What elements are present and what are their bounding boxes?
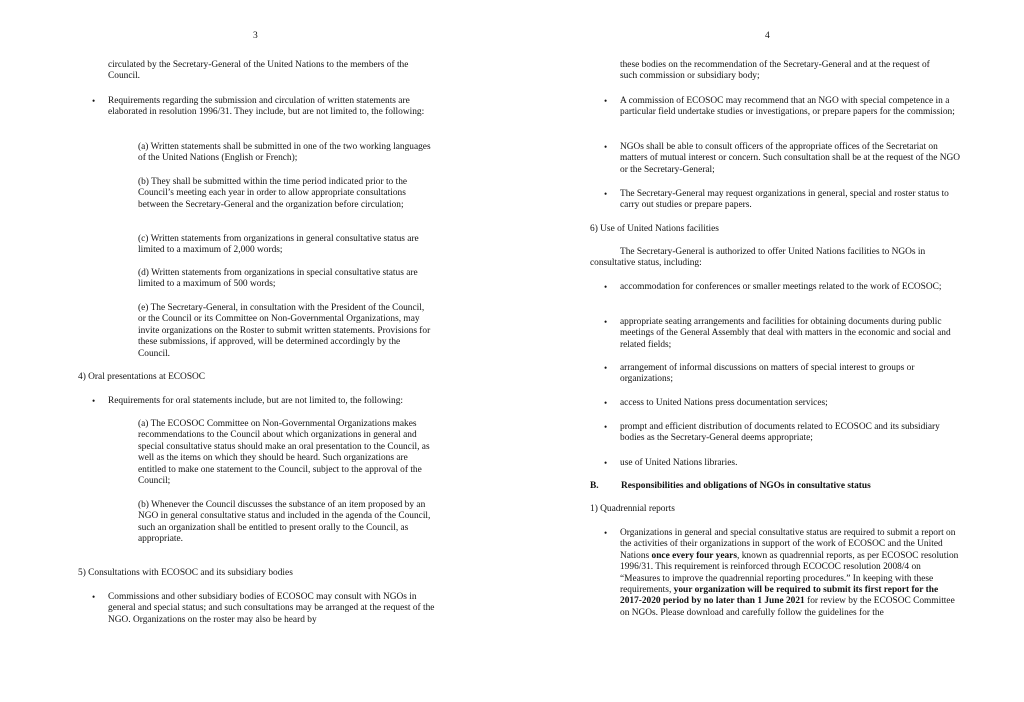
quadrennial-paragraph — [620, 528, 962, 619]
quad-bold-2: your organization will be required to submit its first report for the 2017-2020 period by no later than 1 June 2021 — [620, 585, 939, 607]
heading-oral-presentations: 4) Oral presentations at ECOSOC — [78, 372, 206, 382]
written-item-d: (d) Written statements from organizations in special consultative status are limited to a maximum of 500 words; — [138, 268, 418, 290]
bullet-icon: • — [604, 458, 608, 468]
facility-accommodation: accommodation for conferences or smaller meetings related to the work of ECOSOC; — [620, 282, 942, 292]
bullet-icon: • — [604, 528, 608, 538]
commission-recommend-bullet: A commission of ECOSOC may recommend that an NGO with special competence in a particular field undertake studies or investigations, or prepare papers for the commission; — [620, 96, 955, 118]
written-item-b: (b) They shall be submitted within the time period indicated prior to the Council’s meeting each year in order to allow appropriate consultations between the Secretary-General and the organization before circulation; — [138, 177, 408, 210]
quad-text-3: for review by the ECOSOC Committee on NGOs. Please download and carefully follow the guidelines for the — [620, 596, 955, 618]
bullet-icon: • — [92, 592, 96, 602]
heading-un-facilities: 6) Use of United Nations facilities — [590, 224, 719, 234]
bullet-icon: • — [604, 282, 608, 292]
bullet-icon: • — [604, 317, 608, 327]
bullet-icon: • — [604, 142, 608, 152]
section-letter: B. — [590, 481, 599, 491]
facility-discussions: arrangement of informal discussions on matters of special interest to groups or organizations; — [620, 363, 915, 385]
quad-text-2: , known as quadrennial reports, as per ECOSOC resolution 1996/31. This requirement is reinforced through ECOCOC resolution 2008/4 on “Measures to improve the quadrennial reporting procedures.” In keeping with these requirements, — [620, 550, 959, 596]
heading-quadrennial: 1) Quadrennial reports — [590, 504, 675, 514]
written-item-e: (e) The Secretary-General, in consultation with the President of the Council, or the Council or its Committee on Non-Governmental Organizations, may invite organizations on the Roster to submit written statements. Provisions for these submissions, if approved, will be determined accordingly by the Council. — [138, 303, 431, 359]
oral-item-b: (b) Whenever the Council discusses the substance of an item proposed by an NGO in general consultative status and included in the agenda of the Council, such an organization shall be entitled to present orally to the Council, as appropriate. — [138, 500, 431, 545]
continuation-text: circulated by the Secretary-General of the United Nations to the members of the Council. — [108, 60, 409, 82]
bullet-icon: • — [604, 189, 608, 199]
oral-statements-bullet: Requirements for oral statements include, but are not limited to, the following: — [108, 396, 403, 406]
bullet-icon: • — [92, 96, 96, 106]
page-right — [512, 0, 1024, 702]
commissions-bullet: Commissions and other subsidiary bodies of ECOSOC may consult with NGOs in general and special status; and such consultations may be arranged at the request of the NGO. Organizations on the roster may also be heard by — [108, 592, 435, 625]
written-item-c: (c) Written statements from organizations in general consultative status are limited to a maximum of 2,000 words; — [138, 234, 419, 256]
heading-consultations: 5) Consultations with ECOSOC and its subsidiary bodies — [78, 568, 293, 578]
facility-libraries: use of United Nations libraries. — [620, 458, 738, 468]
page-number: 4 — [765, 31, 770, 41]
bullet-icon: • — [604, 422, 608, 432]
oral-item-a: (a) The ECOSOC Committee on Non-Governmental Organizations makes recommendations to the Council about which organizations in general and special consultative status should make an oral presentation to the Council, as well as the items on which they should be heard. Such organizations are entitled to make one statement to the Council, subject to the approval of the Council; — [138, 419, 430, 487]
written-item-a: (a) Written statements shall be submitted in one of the two working languages of the United Nations (English or French); — [138, 142, 431, 164]
quad-text-1: Organizations in general and special consultative status are required to submit a report on the activities of their organizations in support of the work of ECOSOC and the United Nations — [620, 528, 956, 561]
continuation-text: these bodies on the recommendation of the Secretary-General and at the request of such commission or subsidiary body; — [620, 60, 930, 82]
facility-distribution: prompt and efficient distribution of documents related to ECOSOC and its subsidiary bodies as the Secretary-General deems appropriate; — [620, 422, 940, 444]
bullet-icon: • — [604, 363, 608, 373]
consult-officers-bullet: NGOs shall be able to consult officers of the appropriate offices of the Secretariat on matters of mutual interest or concern. Such consultation shall be at the request of the NGO or the Secretary-General; — [620, 142, 961, 175]
facility-press: access to United Nations press documentation services; — [620, 398, 828, 408]
facilities-intro: The Secretary-General is authorized to offer United Nations facilities to NGOs in consultative status, including: — [590, 247, 926, 269]
section-title: Responsibilities and obligations of NGOs in consultative status — [621, 481, 871, 491]
facility-seating: appropriate seating arrangements and facilities for obtaining documents during public meetings of the General Assembly that deal with matters in the economic and social and related fields; — [620, 317, 951, 350]
bullet-icon: • — [604, 398, 608, 408]
quad-bold-1: once every four years — [651, 550, 737, 561]
written-statements-bullet: Requirements regarding the submission and circulation of written statements are elaborated in resolution 1996/31. They include, but are not limited to, the following: — [108, 96, 425, 118]
bullet-icon: • — [604, 96, 608, 106]
page-number: 3 — [253, 31, 258, 41]
studies-bullet: The Secretary-General may request organizations in general, special and roster status to carry out studies or prepare papers. — [620, 189, 949, 211]
bullet-icon: • — [92, 396, 96, 406]
